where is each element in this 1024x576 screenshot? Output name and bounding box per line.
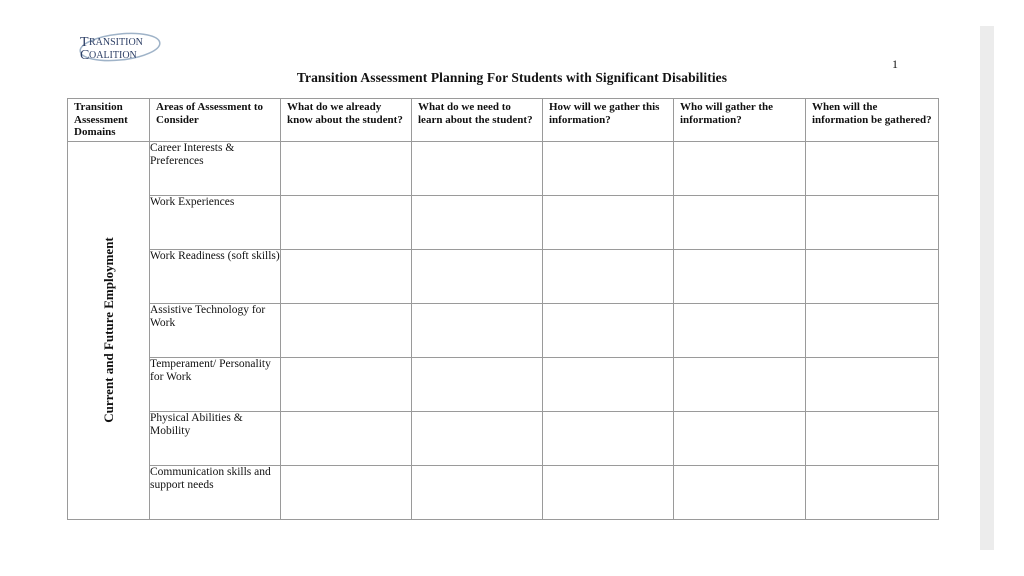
blank-cell[interactable]: [674, 195, 806, 249]
blank-cell[interactable]: [674, 411, 806, 465]
blank-cell[interactable]: [281, 465, 412, 519]
blank-cell[interactable]: [806, 465, 939, 519]
page-number: 1: [892, 57, 898, 71]
blank-cell[interactable]: [543, 411, 674, 465]
blank-cell[interactable]: [543, 141, 674, 195]
blank-cell[interactable]: [412, 357, 543, 411]
blank-cell[interactable]: [543, 465, 674, 519]
table-row: [68, 249, 939, 303]
scrollbar-strip: [980, 26, 994, 550]
blank-cell[interactable]: [674, 303, 806, 357]
blank-cell[interactable]: [543, 195, 674, 249]
blank-cell[interactable]: [412, 249, 543, 303]
area-cell: Assistive Technology for Work: [150, 303, 281, 357]
header-already-know: What do we already know about the student?: [281, 99, 412, 142]
blank-cell[interactable]: [281, 357, 412, 411]
assessment-planning-table: [67, 98, 939, 520]
header-when-gathered: When will the information be gathered?: [806, 99, 939, 142]
area-cell: Career Interests & Preferences: [150, 141, 281, 195]
area-cell: Work Readiness (soft skills): [150, 249, 281, 303]
blank-cell[interactable]: [806, 411, 939, 465]
blank-cell[interactable]: [412, 465, 543, 519]
header-row: [68, 99, 939, 142]
svg-text:RANSITION: RANSITION: [89, 37, 143, 48]
transition-coalition-logo: [76, 30, 176, 66]
header-areas: Areas of Assessment to Consider: [150, 99, 281, 142]
table-row: [68, 195, 939, 249]
blank-cell[interactable]: [806, 195, 939, 249]
table-row: [68, 141, 939, 195]
area-cell: Physical Abilities & Mobility: [150, 411, 281, 465]
blank-cell[interactable]: [806, 141, 939, 195]
blank-cell[interactable]: [674, 141, 806, 195]
blank-cell[interactable]: [806, 249, 939, 303]
domain-label: Current and Future Employment: [100, 237, 116, 423]
svg-text:T: T: [80, 35, 89, 50]
domain-cell: [68, 141, 150, 519]
blank-cell[interactable]: [281, 249, 412, 303]
table-row: [68, 303, 939, 357]
header-how-gather: How will we gather this information?: [543, 99, 674, 142]
svg-text:OALITION: OALITION: [89, 50, 137, 61]
header-domains: Transition Assessment Domains: [68, 99, 150, 142]
blank-cell[interactable]: [412, 141, 543, 195]
svg-text:C: C: [80, 48, 90, 63]
blank-cell[interactable]: [412, 411, 543, 465]
blank-cell[interactable]: [806, 357, 939, 411]
blank-cell[interactable]: [281, 303, 412, 357]
table-row: [68, 465, 939, 519]
blank-cell[interactable]: [543, 303, 674, 357]
blank-cell[interactable]: [674, 357, 806, 411]
blank-cell[interactable]: [806, 303, 939, 357]
blank-cell[interactable]: [281, 195, 412, 249]
area-cell: Temperament/ Personality for Work: [150, 357, 281, 411]
blank-cell[interactable]: [412, 303, 543, 357]
blank-cell[interactable]: [674, 465, 806, 519]
blank-cell[interactable]: [543, 249, 674, 303]
document-title: Transition Assessment Planning For Students with Significant Disabilities: [296, 70, 728, 85]
header-need-to-learn: What do we need to learn about the student?: [412, 99, 543, 142]
blank-cell[interactable]: [674, 249, 806, 303]
blank-cell[interactable]: [281, 141, 412, 195]
blank-cell[interactable]: [543, 357, 674, 411]
blank-cell[interactable]: [281, 411, 412, 465]
area-cell: Work Experiences: [150, 195, 281, 249]
blank-cell[interactable]: [412, 195, 543, 249]
area-cell: Communication skills and support needs: [150, 465, 281, 519]
table-row: [68, 411, 939, 465]
table-row: [68, 357, 939, 411]
header-who-gather: Who will gather the information?: [674, 99, 806, 142]
